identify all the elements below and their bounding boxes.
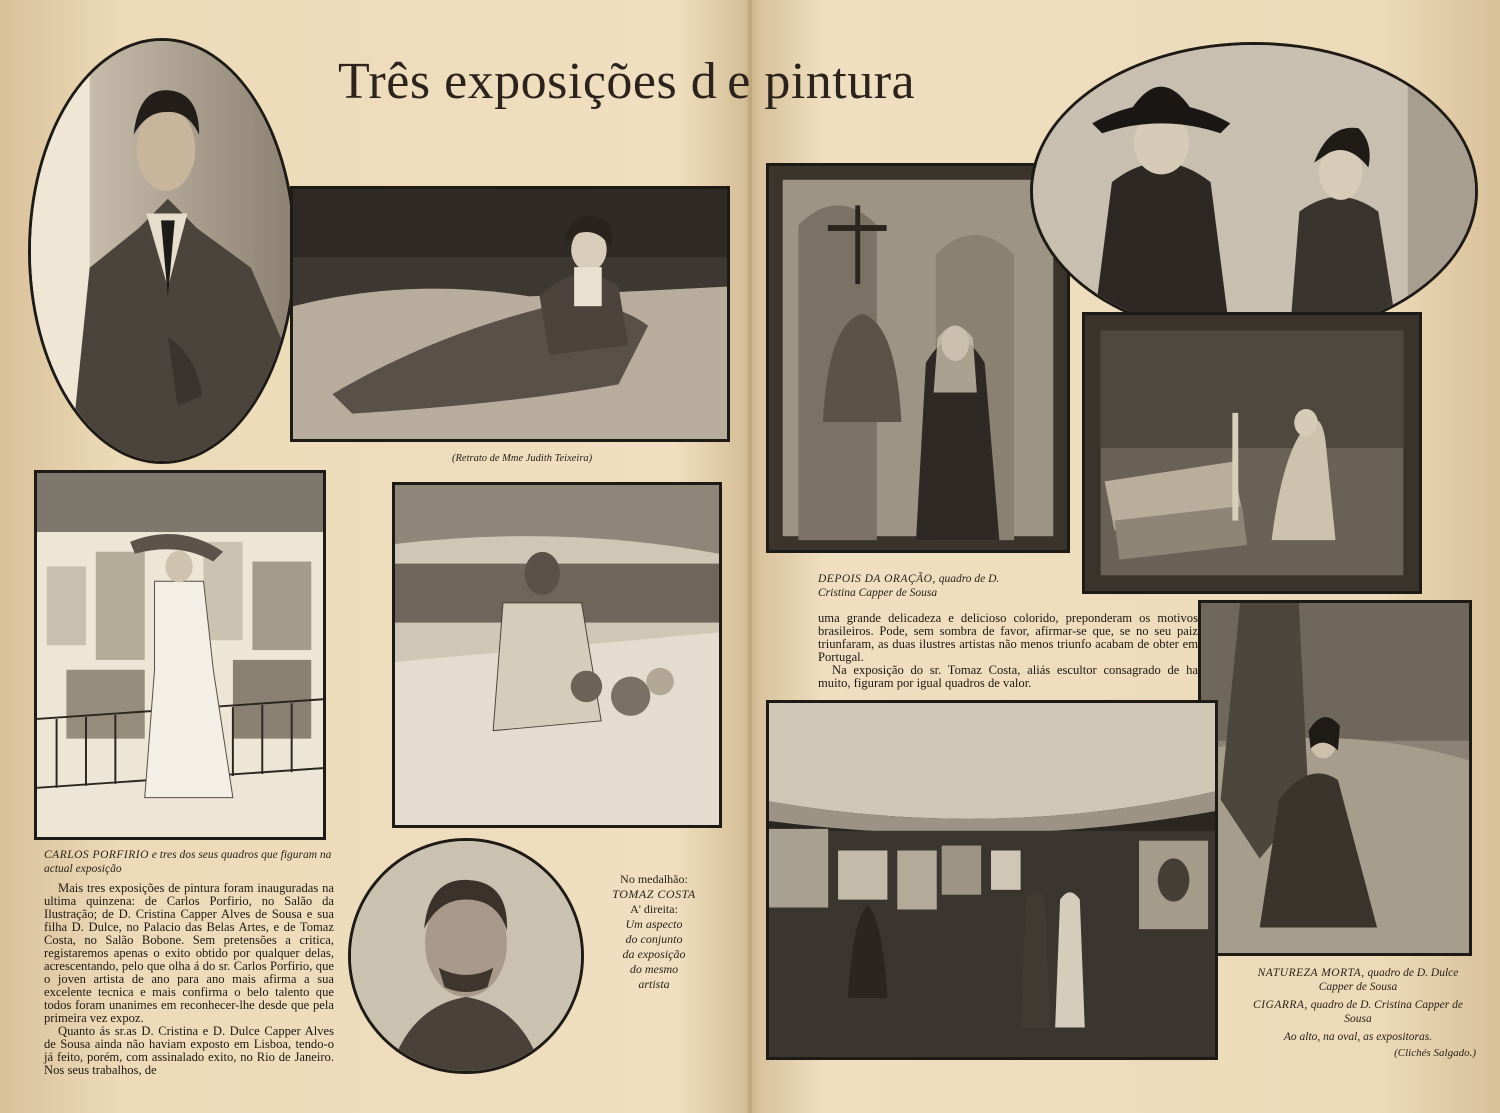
caption-judith-teixeira: (Retrato de Mme Judith Teixeira): [452, 453, 593, 464]
caption-carlos-porfirio-name: CARLOS PORFIRIO: [44, 849, 149, 861]
article-right-paragraph-2: Na exposição do sr. Tomaz Costa, aliás escultor consagrado de ha muito, figuram por igual quadros de valor.: [818, 663, 1198, 690]
portrait-carlos-porfirio: [28, 38, 296, 464]
caption-depois-da-oracao-name: DEPOIS DA ORAÇÃO,: [818, 573, 936, 585]
medallion-line-6: da exposição: [622, 947, 686, 961]
page-title: [338, 52, 915, 111]
article-left-column: [44, 882, 334, 1077]
medallion-line-8: artista: [638, 977, 670, 991]
painting-depois-da-oracao: [766, 163, 1070, 553]
caption-cigarra-text: quadro de D. Cristina Capper de Sousa: [1307, 999, 1463, 1025]
painting-market-scene: [392, 482, 722, 828]
caption-depois-da-oracao: [818, 572, 1028, 600]
caption-cliches-salgado: (Clichés Salgado.): [1394, 1047, 1476, 1059]
caption-natureza-morta-name: NATUREZA MORTA,: [1257, 967, 1365, 979]
medallion-tomaz-costa: [348, 838, 584, 1074]
photo-exhibition-interior: [766, 700, 1218, 1060]
caption-cigarra: [1240, 998, 1476, 1026]
painting-natureza-morta: [1082, 312, 1422, 594]
painting-portrait-judith-teixeira: [290, 186, 730, 442]
article-right-paragraph-1: uma grande delicadeza e delicioso colorido, preponderam os motivos brasileiros. Pode, sem sombra de favor, afirmar-se que, se no seu paiz triunfaram, as duas ilustres artistas não menos triunfo acabam de obter em Portugal.: [818, 611, 1198, 664]
caption-cigarra-name: CIGARRA,: [1253, 999, 1308, 1011]
medallion-line-1: No medalhão:: [620, 872, 688, 886]
medallion-caption: [592, 872, 716, 992]
medallion-line-5: do conjunto: [625, 932, 683, 946]
painting-balcony-woman: [34, 470, 326, 840]
page-gutter: [748, 0, 752, 1113]
medallion-line-2: TOMAZ COSTA: [612, 887, 696, 901]
medallion-line-4: Um aspecto: [625, 917, 683, 931]
caption-expositoras: Ao alto, na oval, as expositoras.: [1283, 1031, 1433, 1043]
title-part-1: Três exposições d: [338, 53, 718, 110]
photo-expositoras-oval: [1030, 42, 1478, 340]
caption-carlos-porfirio-text: e tres dos seus quadros que figuram na actual exposição: [44, 849, 332, 875]
caption-natureza-morta-text: quadro de D. Dulce Capper de Sousa: [1318, 967, 1459, 993]
medallion-line-7: do mesmo: [629, 962, 679, 976]
article-left-paragraph-1: Mais tres exposições de pintura foram inauguradas na ultima quinzena: de Carlos Porfirio, no Salão da Ilustração; de D. Cristina Capper Alves de Sousa e sua filha D. Dulce, no Palacio das Belas Artes, e de Tomaz Costa, no Salão Bobone. Sem pretensões a critica, registaremos apenas o exito obtido por qualquer delas, acrescentando, pelo que olha á do sr. Carlos Porfirio, que o joven artista de ano para ano mais afirma a sua excelente tecnica e mais confirma o belo talento que todos foram unanimes em reconhecer-lhe desde que pela primeira vez expoz.: [44, 881, 334, 1025]
caption-natureza-morta: [1240, 966, 1476, 994]
caption-carlos-porfirio: [44, 848, 334, 876]
article-left-paragraph-2: Quanto ás sr.as D. Cristina e D. Dulce Capper Alves de Sousa ainda não haviam exposto em Lisboa, tendo-o já feito, porém, com assinalado exito, no Rio de Janeiro. Nos seus trabalhos, de: [44, 1024, 334, 1077]
caption-depois-da-oracao-text: quadro de D. Cristina Capper de Sousa: [818, 573, 1000, 599]
painting-cigarra: [1198, 600, 1472, 956]
medallion-line-3: A' direita:: [630, 902, 678, 916]
title-part-2: e pintura: [727, 53, 916, 110]
article-right-column: [818, 612, 1198, 690]
